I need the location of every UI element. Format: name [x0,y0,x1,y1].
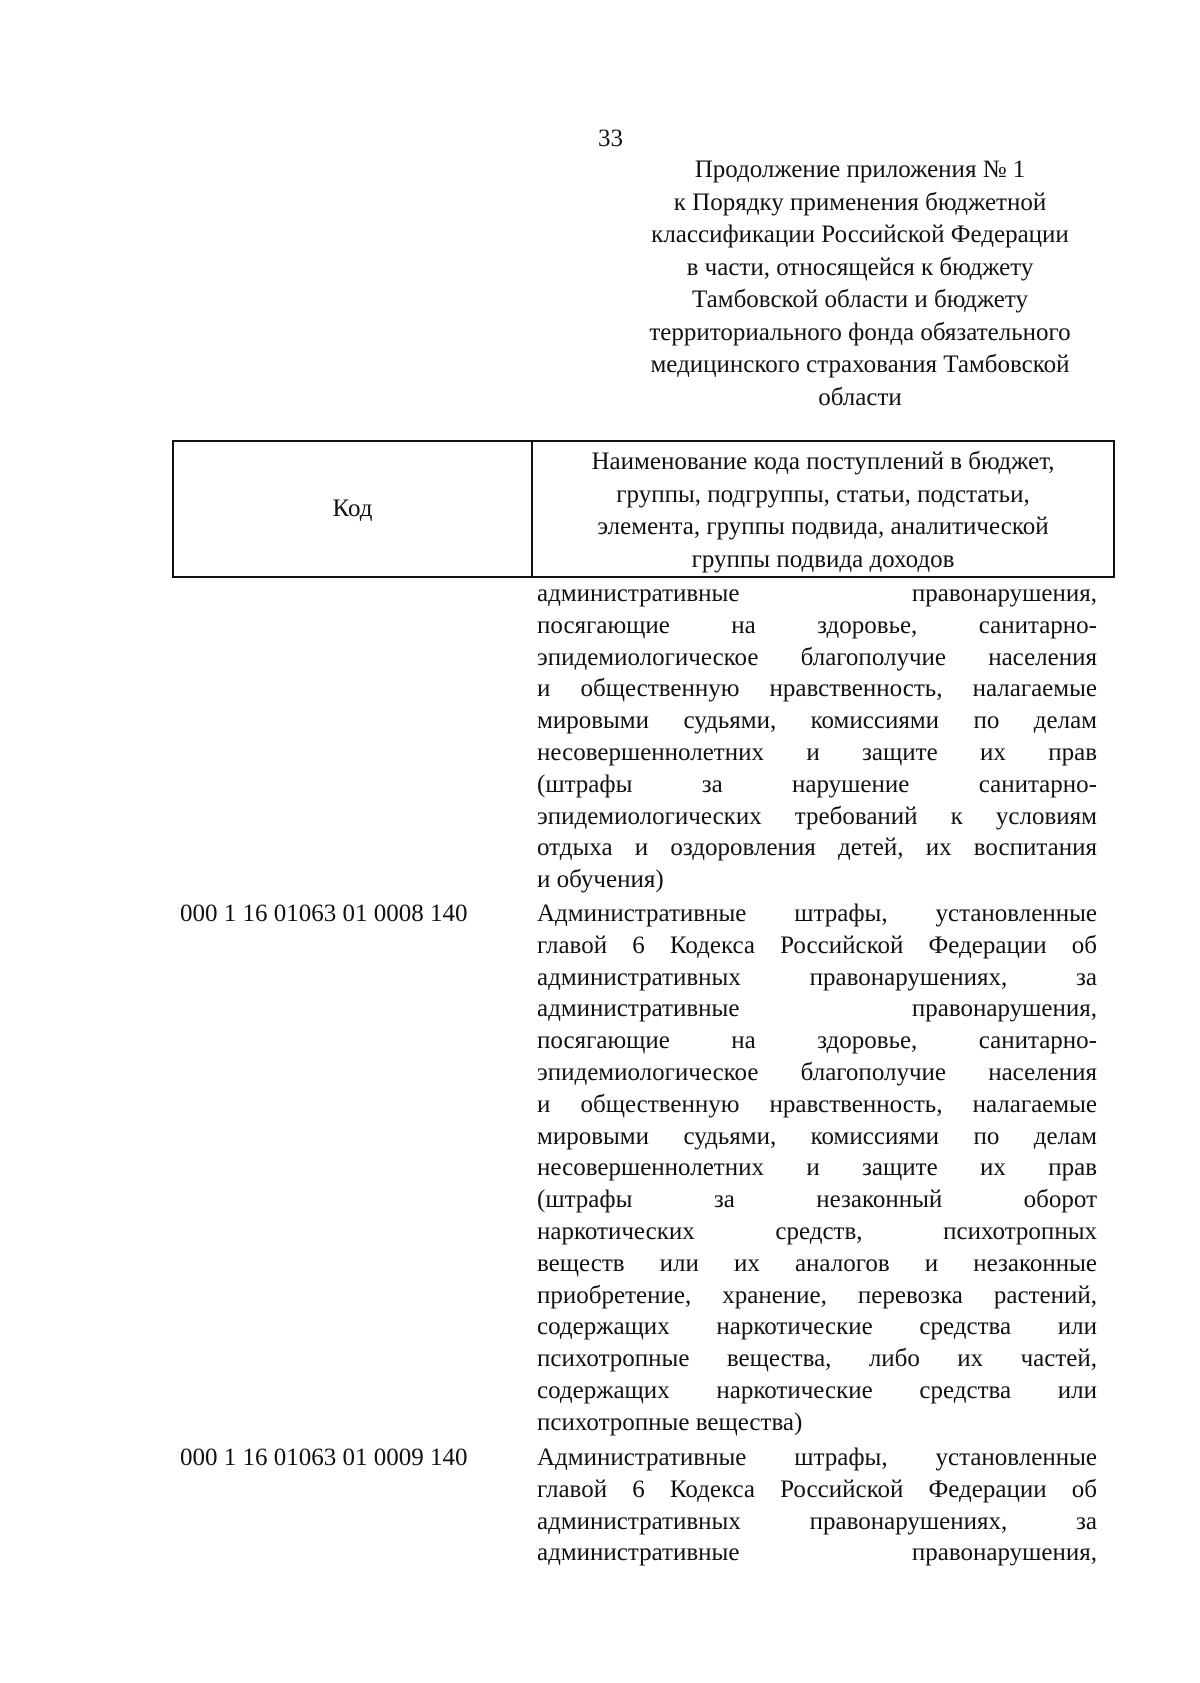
row-description [537,898,1097,1439]
description-line: эпидемиологических требований к условиям [537,802,1097,830]
description-line: посягающие на здоровье, санитарно- [537,1027,1097,1055]
row-description [537,1442,1097,1569]
description-line: приобретение, хранение, перевозка растений, [537,1281,1097,1309]
page-number: 33 [598,125,623,152]
description-line: несовершеннолетних и защите их прав [537,1154,1097,1182]
header-note-line: к Порядку применения бюджетной [673,188,1047,216]
description-line: и общественную нравственность, налагаемые [537,1090,1097,1118]
description-line: мировыми судьями, комиссиями по делам [537,1122,1097,1150]
description-line: Административные штрафы, установленные [537,900,1097,927]
code-column-header: Код [332,495,373,522]
description-line: (штрафы за нарушение санитарно- [537,770,1097,798]
description-line: главой 6 Кодекса Российской Федерации об [537,1475,1097,1503]
header-note-line: Тамбовской области и бюджету [692,286,1028,313]
description-line: веществ или их аналогов и незаконные [537,1249,1097,1277]
row-code: 000 1 16 01063 01 0008 140 [180,900,468,927]
description-line: наркотических средств, психотропных [537,1217,1097,1245]
description-line: Административные штрафы, установленные [537,1444,1097,1471]
description-line: административных правонарушениях, за [537,963,1097,991]
description-line: и общественную нравственность, налагаемые [537,675,1097,703]
row-description [537,578,1097,896]
header-note-line: области [818,383,902,411]
description-line: административные правонарушения, [537,580,1097,607]
description-line: административные правонарушения, [537,995,1097,1023]
description-line: содержащих наркотические средства или [537,1313,1097,1341]
description-line: главой 6 Кодекса Российской Федерации об [537,931,1097,959]
name-header-line: группы, подгруппы, статьи, подстатьи, [616,480,1030,508]
description-line: мировыми судьями, комиссиями по делам [537,707,1097,735]
description-line: административные правонарушения, [537,1539,1097,1567]
description-line: психотропные вещества, либо их частей, [537,1345,1097,1373]
appendix-header-note [600,154,1120,414]
description-line: (штрафы за незаконный оборот [537,1186,1097,1214]
header-note-line: классификации Российской Федерации [651,221,1069,248]
header-note-line: в части, относящейся к бюджету [686,253,1034,281]
name-header-line: группы подвида доходов [691,545,955,573]
description-line: административных правонарушениях, за [537,1507,1097,1535]
header-note-line: Продолжение приложения № 1 [694,156,1026,183]
description-line: посягающие на здоровье, санитарно- [537,611,1097,639]
description-line: эпидемиологическое благополучие населения [537,1058,1097,1086]
row-code: 000 1 16 01063 01 0009 140 [180,1444,468,1471]
header-note-line: территориального фонда обязательного [649,318,1071,346]
description-line: психотропные вещества) [537,1408,803,1436]
name-column-header [533,446,1113,576]
description-line: отдыха и оздоровления детей, их воспитания [537,834,1097,862]
description-line: и обучения) [537,866,664,894]
description-line: эпидемиологическое благополучие населения [537,643,1097,671]
description-line: содержащих наркотические средства или [537,1376,1097,1404]
table-header [172,440,1115,578]
description-line: несовершеннолетних и защите их прав [537,738,1097,766]
header-note-line: медицинского страхования Тамбовской [650,351,1070,378]
name-header-line: Наименование кода поступлений в бюджет, [591,448,1055,475]
name-header-line: элемента, группы подвида, аналитической [597,513,1049,540]
